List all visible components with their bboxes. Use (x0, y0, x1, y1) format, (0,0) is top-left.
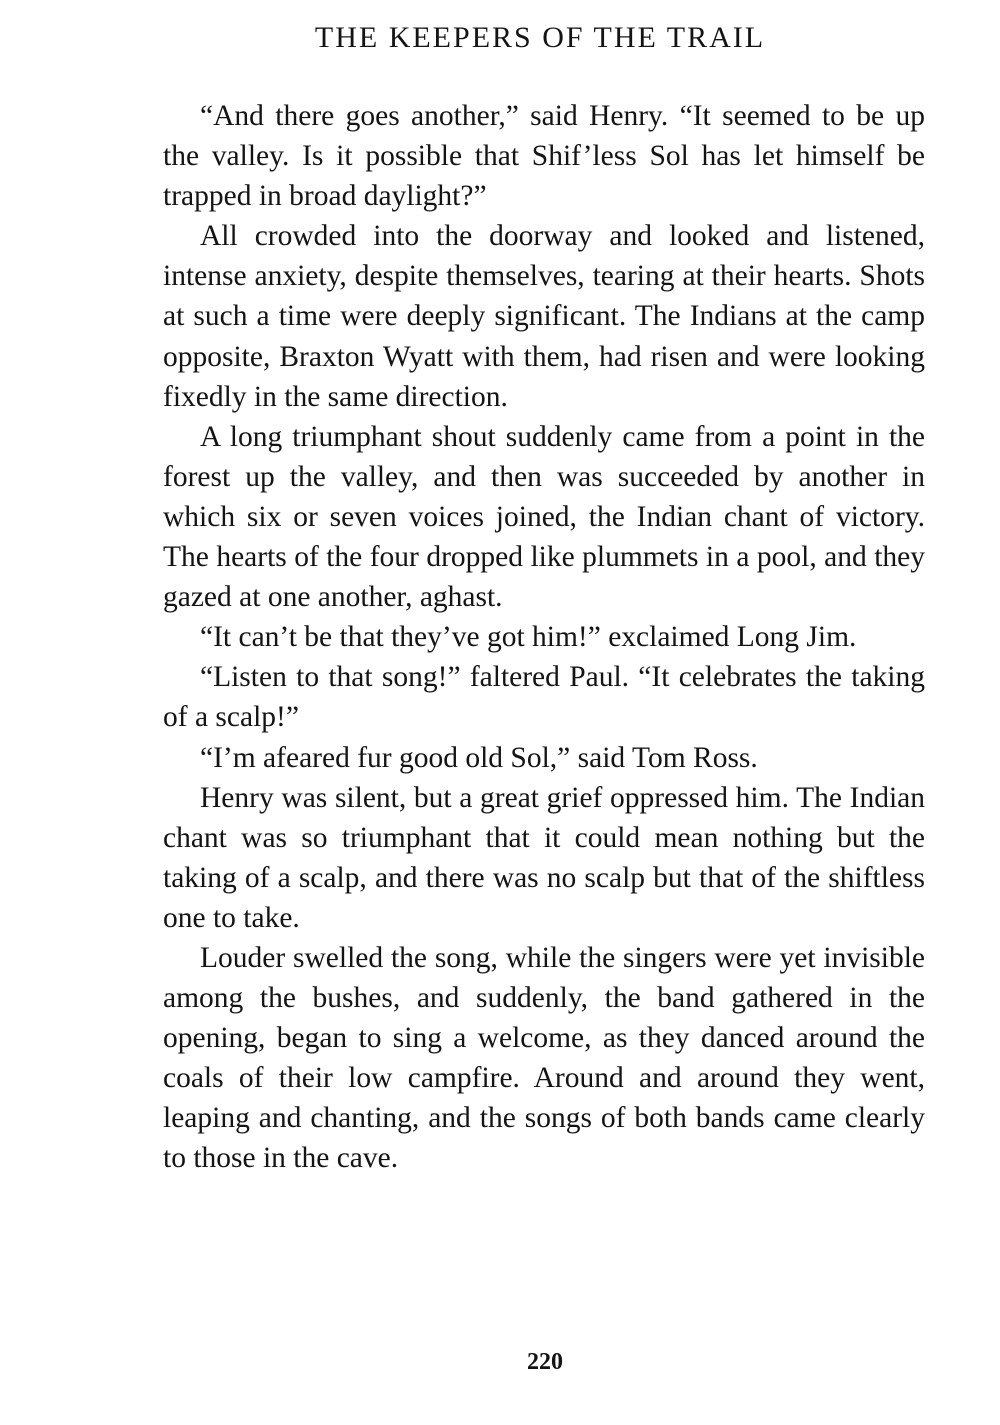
paragraph: “It can’t be that they’ve got him!” exclaimed Long Jim. (200, 621, 857, 654)
paragraph: “And there goes another,” said Henry. “It seemed to be up the valley. Is it possible that Shif’less Sol has let himself be trapped in broad daylight?” (163, 100, 925, 213)
paragraph: A long triumphant shout suddenly came from a point in the forest up the valley, and then was succeeded by another in which six or seven voices joined, the Indian chant of victory. The hearts of the four dropped like plummets in a pool, and they gazed at one another, aghast. (163, 420, 925, 614)
paragraph: Henry was silent, but a great grief oppressed him. The Indian chant was so triumphant that it could mean nothing but the taking of a scalp, and there was no scalp but that of the shiftless one to take. (163, 781, 925, 934)
page-body (163, 96, 925, 1179)
paragraph: Louder swelled the song, while the singers were yet invisible among the bushes, and suddenly, the band gathered in the opening, began to sing a welcome, as they danced around the coals of their low campfire. Around and around they went, leaping and chanting, and the songs of both bands came clearly to those in the cave. (163, 941, 925, 1175)
running-title: THE KEEPERS OF THE TRAIL (314, 21, 766, 54)
page-number: 220 (527, 1349, 563, 1375)
paragraph: “I’m afeared fur good old Sol,” said Tom Ross. (200, 741, 758, 774)
paragraph: All crowded into the doorway and looked and listened, intense anxiety, despite themselves, tearing at their hearts. Shots at such a time were deeply significant. The Indians at the camp opposite, Braxton Wyatt with them, had risen and were looking fixedly in the same direction. (163, 220, 925, 413)
paragraph: “Listen to that song!” faltered Paul. “It celebrates the taking of a scalp!” (163, 661, 925, 734)
